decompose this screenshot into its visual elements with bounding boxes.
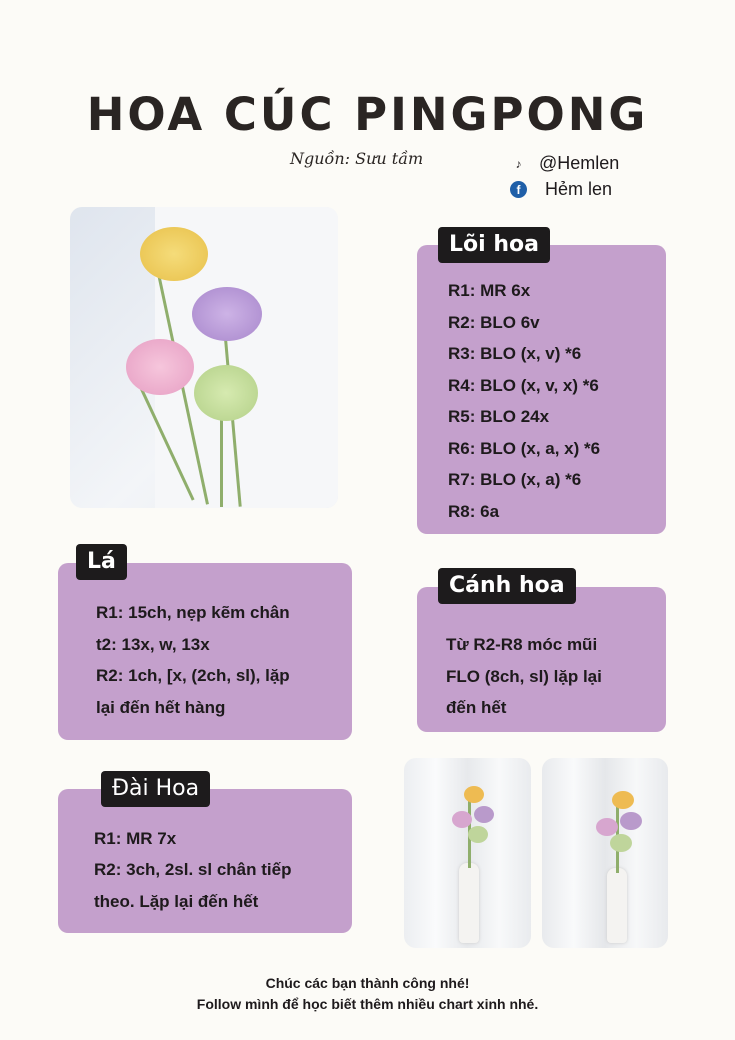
instruction-line: R4: BLO (x, v, x) *6: [448, 376, 599, 395]
flower-photo-main: [70, 207, 338, 508]
instruction-line: R2: 1ch, [x, (2ch, sl), lặp: [96, 666, 290, 685]
facebook-icon: f: [510, 181, 527, 198]
page-title: HOA CÚC PINGPONG: [86, 88, 649, 141]
instruction-line: Từ R2-R8 móc mũi: [446, 635, 598, 654]
footer-line-1: Chúc các bạn thành công nhé!: [265, 975, 470, 991]
tiktok-icon: ♪: [515, 156, 522, 171]
petal-title: Cánh hoa: [438, 568, 576, 604]
vase-photo-2: [542, 758, 668, 948]
facebook-handle: [510, 179, 612, 200]
instruction-line: R1: MR 7x: [94, 829, 177, 848]
calyx-title: Đài Hoa: [101, 771, 210, 807]
tiktok-label: @Hemlen: [539, 153, 620, 173]
instruction-line: R3: BLO (x, v) *6: [448, 344, 582, 363]
facebook-label: Hẻm len: [545, 179, 613, 199]
instruction-line: đến hết: [446, 698, 507, 717]
tiktok-handle: [510, 153, 619, 174]
instruction-line: R6: BLO (x, a, x) *6: [448, 439, 601, 458]
instruction-line: R2: 3ch, 2sl. sl chân tiếp: [94, 860, 292, 879]
instruction-line: R1: MR 6x: [448, 281, 531, 300]
leaf-title: Lá: [76, 544, 127, 580]
instruction-line: t2: 13x, w, 13x: [96, 635, 210, 654]
instruction-line: R2: BLO 6v: [448, 313, 540, 332]
instruction-line: R8: 6a: [448, 502, 500, 521]
footer-line-2: Follow mình để học biết thêm nhiều chart xinh nhé.: [196, 996, 539, 1012]
core-title: Lõi hoa: [438, 227, 550, 263]
instruction-line: theo. Lặp lại đến hết: [94, 892, 259, 911]
instruction-line: FLO (8ch, sl) lặp lại: [446, 667, 602, 686]
instruction-line: R5: BLO 24x: [448, 407, 550, 426]
instruction-line: R1: 15ch, nẹp kẽm chân: [96, 603, 290, 622]
vase-photo-1: [404, 758, 531, 948]
source-credit: Nguồn: Sưu tầm: [290, 149, 424, 168]
instruction-line: lại đến hết hàng: [96, 698, 226, 717]
instruction-line: R7: BLO (x, a) *6: [448, 470, 582, 489]
